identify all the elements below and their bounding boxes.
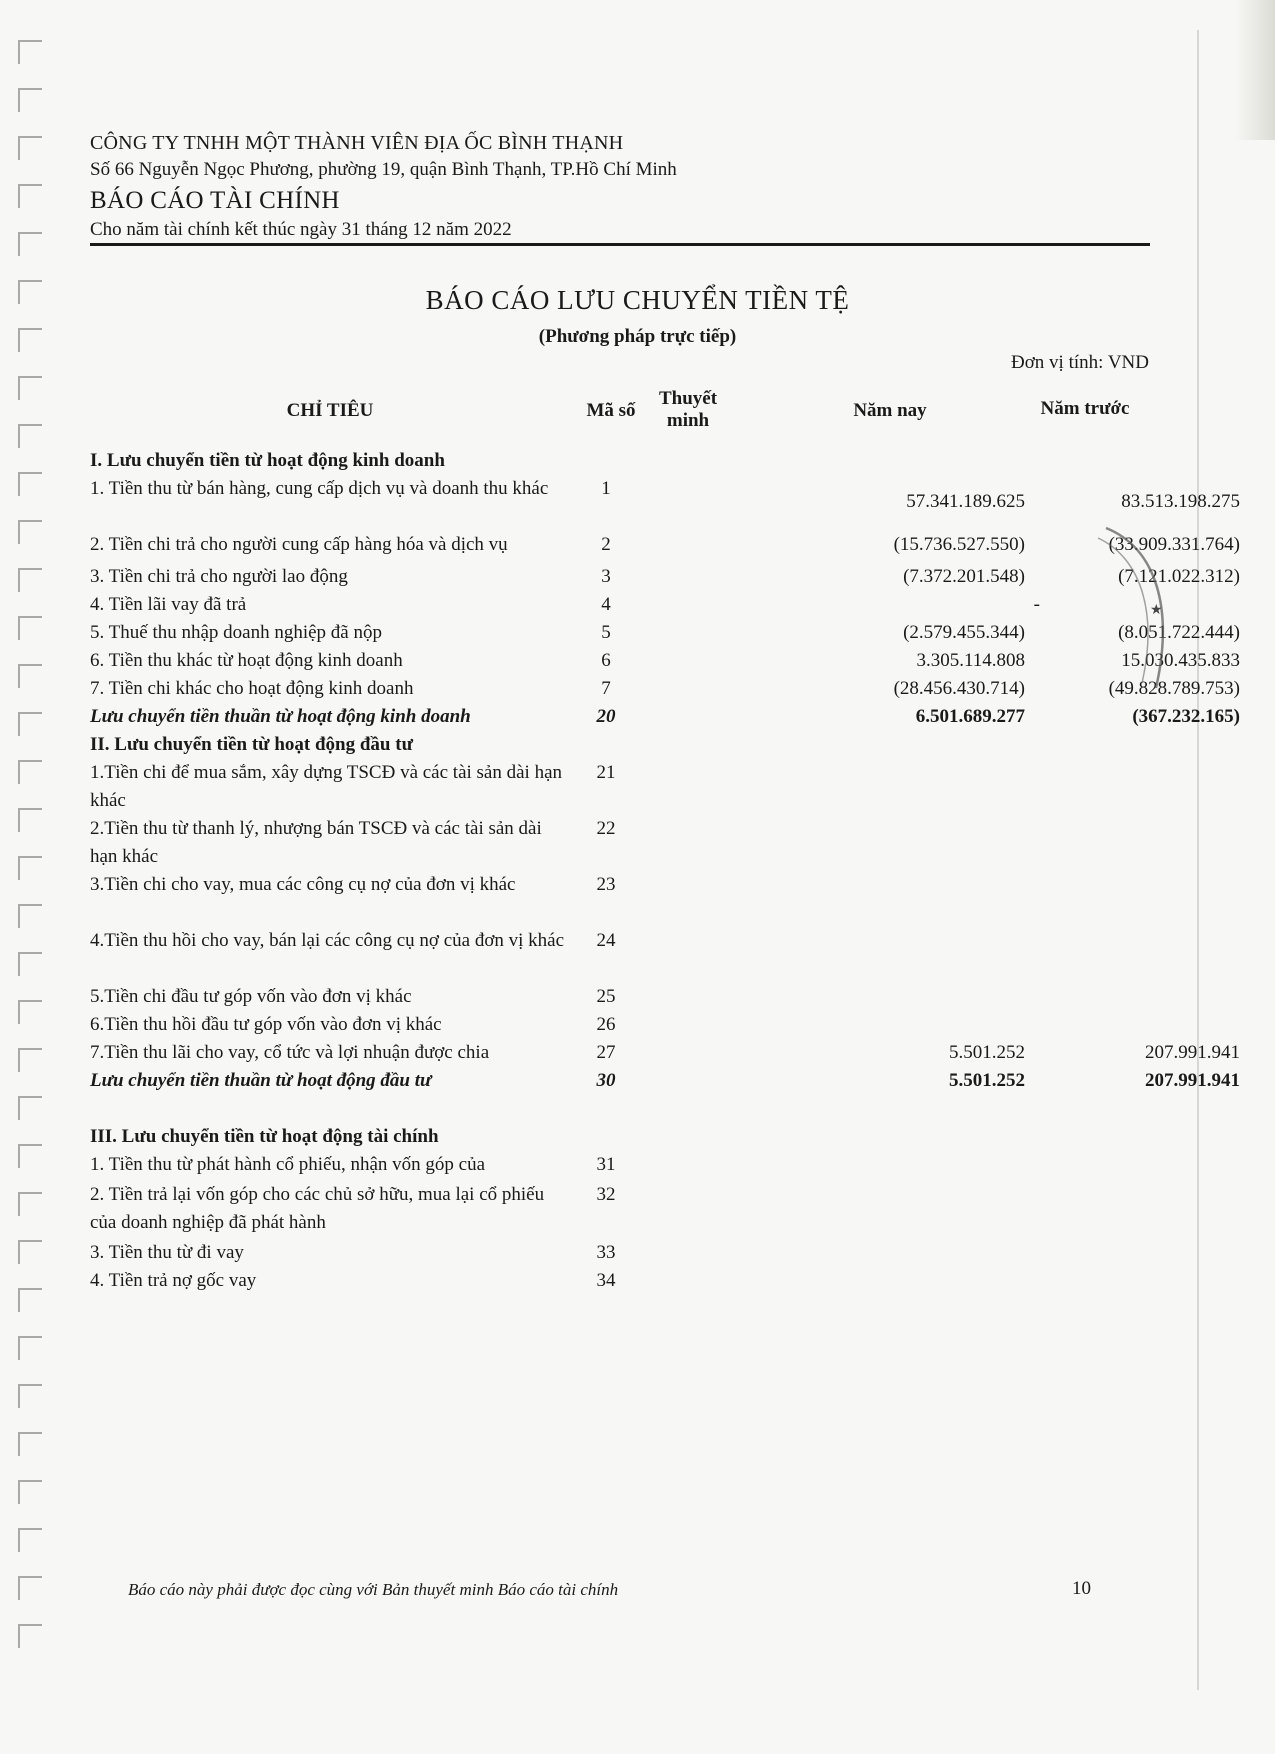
row-label: 3. Tiền chi trả cho người lao động xyxy=(90,566,348,587)
col-header-note-line1: Thuyết xyxy=(658,388,718,409)
row-code: 25 xyxy=(596,986,616,1007)
row-code: 24 xyxy=(596,930,616,951)
row-code: 33 xyxy=(596,1242,616,1263)
row-label: 4. Tiền trả nợ gốc vay xyxy=(90,1270,257,1291)
report-title: BÁO CÁO TÀI CHÍNH xyxy=(90,187,340,214)
col-header-note xyxy=(648,388,728,432)
company-address: Số 66 Nguyễn Ngọc Phương, phường 19, quận Bình Thạnh, TP.Hồ Chí Minh xyxy=(90,159,677,180)
row-current-value: 6.501.689.277 xyxy=(915,706,1025,727)
row-label: 2. Tiền trả lại vốn góp cho các chủ sở hữu, mua lại cổ phiếu của doanh nghiệp đã phát hành xyxy=(90,1184,545,1233)
row-previous-value: (33.909.331.764) xyxy=(1108,534,1240,555)
footer-note: Báo cáo này phải được đọc cùng với Bản thuyết minh Báo cáo tài chính xyxy=(128,1580,619,1599)
row-label: 1.Tiền chi để mua sắm, xây dựng TSCĐ và các tài sản dài hạn khác xyxy=(90,762,563,811)
row-label: 3. Tiền thu từ đi vay xyxy=(90,1242,244,1263)
row-current-value: (2.579.455.344) xyxy=(903,622,1025,643)
row-previous-value: (49.828.789.753) xyxy=(1108,678,1240,699)
col-header-code: Mã số xyxy=(586,400,636,421)
col-header-current-year: Năm nay xyxy=(853,400,927,421)
row-previous-value: (367.232.165) xyxy=(1132,706,1240,727)
row-code: 21 xyxy=(596,762,616,783)
row-previous-value: (7.121.022.312) xyxy=(1118,566,1240,587)
row-label: Lưu chuyển tiền thuần từ hoạt động đầu tư xyxy=(90,1070,432,1091)
report-header xyxy=(90,132,1150,246)
row-code: 5 xyxy=(601,622,611,643)
row-code: 32 xyxy=(596,1184,616,1205)
row-previous-value: 207.991.941 xyxy=(1145,1070,1240,1091)
row-code: 26 xyxy=(596,1014,616,1035)
row-code: 27 xyxy=(596,1042,616,1063)
col-header-previous-year: Năm trước xyxy=(1040,398,1130,419)
row-label: I. Lưu chuyển tiền từ hoạt động kinh doanh xyxy=(90,450,445,471)
report-period: Cho năm tài chính kết thúc ngày 31 tháng 12 năm 2022 xyxy=(90,219,1150,246)
row-code: 4 xyxy=(601,594,611,615)
row-previous-value: 207.991.941 xyxy=(1145,1042,1240,1063)
col-header-item: CHỈ TIÊU xyxy=(286,400,374,421)
statement-title: BÁO CÁO LƯU CHUYỂN TIỀN TỆ xyxy=(425,285,850,315)
page-edge-line xyxy=(1197,30,1199,1690)
row-code: 30 xyxy=(596,1070,616,1091)
company-name: CÔNG TY TNHH MỘT THÀNH VIÊN ĐỊA ỐC BÌNH THẠNH xyxy=(90,132,624,154)
statement-subtitle: (Phương pháp trực tiếp) xyxy=(538,326,737,347)
row-code: 3 xyxy=(601,566,611,587)
row-label: 7. Tiền chi khác cho hoạt động kinh doanh xyxy=(90,678,414,699)
row-current-value: 5.501.252 xyxy=(949,1070,1025,1091)
row-label: 6. Tiền thu khác từ hoạt động kinh doanh xyxy=(90,650,403,671)
row-previous-value: - xyxy=(1033,594,1040,615)
row-label: 5.Tiền chi đầu tư góp vốn vào đơn vị khác xyxy=(90,986,412,1007)
row-label: 1. Tiền thu từ bán hàng, cung cấp dịch vụ và doanh thu khác xyxy=(90,478,549,499)
row-current-value: 3.305.114.808 xyxy=(916,650,1025,671)
row-label: 4. Tiền lãi vay đã trả xyxy=(90,594,247,615)
row-code: 7 xyxy=(601,678,611,699)
row-current-value: (15.736.527.550) xyxy=(893,534,1025,555)
row-label: II. Lưu chuyển tiền từ hoạt động đầu tư xyxy=(90,734,413,755)
row-current-value: 5.501.252 xyxy=(949,1042,1025,1063)
row-code: 20 xyxy=(596,706,616,727)
row-code: 6 xyxy=(601,650,611,671)
company-seal-stamp xyxy=(1096,518,1176,698)
row-label: 5. Thuế thu nhập doanh nghiệp đã nộp xyxy=(90,622,382,643)
row-label: 1. Tiền thu từ phát hành cổ phiếu, nhận vốn góp của xyxy=(90,1154,486,1175)
row-label: Lưu chuyển tiền thuần từ hoạt động kinh doanh xyxy=(90,706,471,727)
row-code: 1 xyxy=(601,478,611,499)
row-previous-value: 83.513.198.275 xyxy=(1121,491,1240,512)
row-previous-value: 15.030.435.833 xyxy=(1121,650,1240,671)
row-label: 6.Tiền thu hồi đầu tư góp vốn vào đơn vị khác xyxy=(90,1014,442,1035)
row-label: 3.Tiền chi cho vay, mua các công cụ nợ của đơn vị khác xyxy=(90,874,516,895)
row-code: 31 xyxy=(596,1154,616,1175)
row-label: 2.Tiền thu từ thanh lý, nhượng bán TSCĐ và các tài sản dài hạn khác xyxy=(90,818,542,867)
row-label: 2. Tiền chi trả cho người cung cấp hàng hóa và dịch vụ xyxy=(90,534,508,555)
row-code: 22 xyxy=(596,818,616,839)
row-code: 23 xyxy=(596,874,616,895)
row-current-value: 57.341.189.625 xyxy=(906,491,1025,512)
row-code: 34 xyxy=(596,1270,616,1291)
row-previous-value: (8.051.722.444) xyxy=(1118,622,1240,643)
page-number: 10 xyxy=(1072,1578,1091,1599)
row-current-value: (7.372.201.548) xyxy=(903,566,1025,587)
row-current-value: (28.456.430.714) xyxy=(893,678,1025,699)
page-fold-shadow xyxy=(1235,0,1275,140)
row-code: 2 xyxy=(601,534,611,555)
svg-text:★: ★ xyxy=(1150,602,1163,618)
col-header-note-line2: minh xyxy=(666,410,710,431)
row-label: III. Lưu chuyển tiền từ hoạt động tài chính xyxy=(90,1126,439,1147)
row-label: 4.Tiền thu hồi cho vay, bán lại các công cụ nợ của đơn vị khác xyxy=(90,930,565,951)
currency-unit: Đơn vị tính: VND xyxy=(1011,352,1149,373)
row-label: 7.Tiền thu lãi cho vay, cổ tức và lợi nhuận được chia xyxy=(90,1042,490,1063)
